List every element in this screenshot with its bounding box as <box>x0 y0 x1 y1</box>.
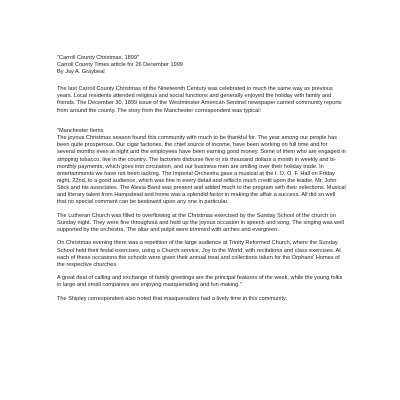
spacer <box>57 121 346 128</box>
paragraph-shipley: The Shipley correspondent also noted that masqueraders had a lively time in this community: <box>57 296 288 303</box>
article-source: Carroll County Times article for 26 December 1999 <box>57 62 183 69</box>
intro-paragraph: The last Carroll County Christmas of the Nineteenth Century was celebrated in much the same way as previous years. Local residents attended religious and social functions and generally enjoyed the holiday with family and friends. The December 30, 1899 issue of the Westminster American Sentinel newspaper carried community reports from around the county. The story from the Manchester correspondent was typical: <box>57 86 342 114</box>
paragraph-greetings: A great deal of calling and exchange of family greetings are the principal features of the week, while the young folks in large and small companies are enjoying masquerading and fun making." <box>57 275 343 289</box>
article-title: "Carroll County Christmas, 1899" <box>57 55 140 61</box>
paragraph-lutheran: The Lutheran Church was filled to overflowing at the Christmas exercised by the Sunday School of the church on Sunday night. They were fine throughout and held up the joyous occasion in speech and song. The singing was well supported by the orchestra. The altar and pulpit were trimmed with arches and evergreen. <box>57 212 344 233</box>
article-byline: By Jay A. Graybeal <box>57 69 105 76</box>
paragraph-manchester: The joyous Christmas season found this community with much to be thankful for. The year among our people has been quite prosperous. Our cigar factories, the chief source of income, have been working on full time and for several months even at night and the employees have been earning good money. Some of them who are engaged in stripping tobacco, live in the country. The factories disburse five or six thousand dollars a month in weekly and bi-monthly payments, which goes into circulation, and our business men are smiling over their holiday trade. In entertainments we have not been lacking. The Imperial Orchestra gave a musical at the I. O. O. F. Hall on Friday night, 22nd, to a good audience, which was fine in every detail and reflects much credit upon the leader, Mr. John Stick and his associates. The Alesia Band was present and added much to the program with their selections. Musical and literary talent from Hampstead and home was a splendid factor in making the affair a success. All did so well that no special comment can be bestowed upon any one in particular. <box>57 135 346 206</box>
section-heading: "Manchester Items <box>57 128 104 135</box>
paragraph-trinity: On Christmas evening there was a repetition of the large audience at Trinity Reformed Church, where the Sunday School held their festal exercises, using a Church service, Joy to the World, with recitations and class exercises. At each of these occasions the schools were given their annual treat and collections taken for the Orphans' Homes of the respective churches. <box>57 240 341 268</box>
article-header <box>57 55 346 76</box>
